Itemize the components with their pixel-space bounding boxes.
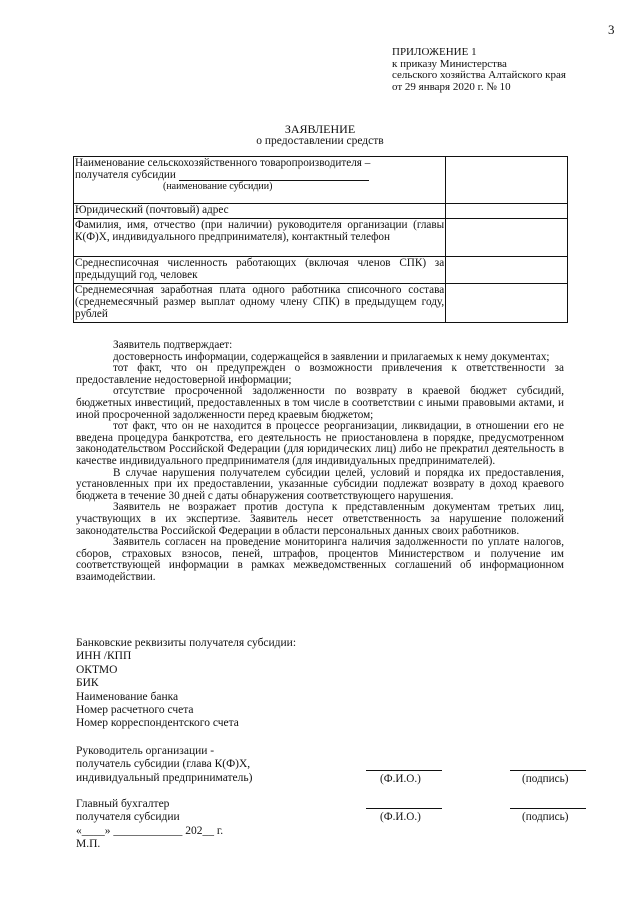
appendix-header: [392, 47, 566, 93]
signer-title: Главный бухгалтер: [76, 798, 170, 810]
bank-field: ИНН /КПП: [76, 650, 132, 663]
signature-line[interactable]: [510, 770, 586, 771]
paragraph: В случае нарушения получателем субсидии целей, условий и порядка их предоставления, установленных при их предоставлении, указанные субсидии подлежат возврату в доход краевого бюджета в течение 30 дней с даты обнаружения соответствующего нарушения.: [76, 466, 564, 502]
paragraph: Заявитель подтверждает:: [113, 339, 233, 351]
bank-details: [76, 637, 296, 731]
row-label: Среднесписочная численность работающих (включая членов СПК) за предыдущий год, человек: [74, 257, 446, 284]
table-row: [74, 157, 568, 204]
subsidy-name-line[interactable]: [179, 170, 369, 181]
appendix-line: ПРИЛОЖЕНИЕ 1: [392, 46, 477, 58]
row-value-cell[interactable]: [446, 204, 568, 219]
table-row: [74, 219, 568, 257]
appendix-line: сельского хозяйства Алтайского края: [392, 69, 566, 81]
bank-field: Номер корреспондентского счета: [76, 717, 239, 730]
row-value-cell[interactable]: [446, 219, 568, 257]
appendix-line: от 29 января 2020 г. № 10: [392, 80, 511, 93]
fio-line[interactable]: [366, 770, 442, 771]
signer-title: Руководитель организации -: [76, 745, 215, 757]
bank-field: Наименование банка: [76, 690, 179, 703]
fio-line[interactable]: [366, 808, 442, 809]
signer-title: получатель субсидии (глава К(Ф)Х,: [76, 758, 251, 771]
row-label: [74, 157, 446, 204]
table-row: [74, 284, 568, 323]
paragraph: отсутствие просроченной задолженности по возврату в краевой бюджет субсидий, бюджетных инвестиций, предоставленных в том числе в соответствии с иными правовыми актами, и иной просроченной задолженности перед краевым бюджетом;: [76, 385, 564, 421]
row-label-text: получателя субсидии: [75, 169, 176, 181]
fio-caption: (Ф.И.О.): [380, 811, 421, 823]
row-value-cell[interactable]: [446, 157, 568, 204]
signer-title: получателя субсидии: [76, 811, 180, 824]
row-label-text: Наименование сельскохозяйственного товаропроизводителя –: [75, 157, 371, 169]
page-number: 3: [608, 22, 615, 37]
application-form-table: [73, 156, 568, 323]
bank-field: ОКТМО: [76, 663, 118, 676]
accountant-signature-block: [76, 798, 223, 852]
confirmation-text: [76, 340, 564, 583]
row-label: Среднемесячная заработная плата одного работника списочного состава (среднемесячный размер выплат одному члену СПК) в предыдущем году, рублей: [74, 284, 446, 323]
row-label: Юридический (почтовый) адрес: [74, 204, 446, 219]
signature-caption: (подпись): [522, 773, 569, 785]
document-title: ЗАЯВЛЕНИЕ: [284, 122, 356, 136]
row-value-cell[interactable]: [446, 257, 568, 284]
bank-heading: Банковские реквизиты получателя субсидии:: [76, 637, 297, 649]
bank-field: БИК: [76, 677, 99, 690]
row-label: Фамилия, имя, отчество (при наличии) руководителя организации (главы К(Ф)Х, индивидуального предпринимателя), контактный телефон: [74, 219, 446, 257]
field-caption: (наименование субсидии): [163, 181, 273, 192]
paragraph: Заявитель согласен на проведение мониторинга наличия задолженности по уплате налогов, сборов, страховых взносов, пеней, штрафов, процентов Министерством и получение им соответствующей информации в рамках межведомственных соглашений об информационном взаимодействии.: [76, 536, 564, 583]
table-row: [74, 257, 568, 284]
stamp-label: М.П.: [76, 838, 101, 851]
appendix-line: к приказу Министерства: [392, 57, 507, 70]
paragraph: достоверность информации, содержащейся в заявлении и прилагаемых к нему документах;: [113, 350, 550, 363]
bank-field: Номер расчетного счета: [76, 704, 194, 717]
head-signature-block: [76, 745, 252, 785]
paragraph: тот факт, что он предупрежден о возможности привлечения к ответственности за предоставление недостоверной информации;: [76, 362, 564, 386]
document-subtitle: о предоставлении средств: [256, 135, 384, 147]
row-value-cell[interactable]: [446, 284, 568, 323]
date-line[interactable]: «____» ____________ 202__ г.: [76, 824, 224, 837]
signature-caption: (подпись): [522, 811, 569, 823]
signer-title: индивидуальный предприниматель): [76, 771, 253, 784]
paragraph: тот факт, что он не находится в процессе реорганизации, ликвидации, в отношении его не введена процедура банкротства, его деятельность не приостановлена в порядке, предусмотренном законодательством Российской Федерации (для юридических лиц) либо не прекратил деятельность в качестве индивидуального предпринимателя (для индивидуальных предпринимателей).: [76, 420, 564, 467]
table-row: [74, 204, 568, 219]
signature-line[interactable]: [510, 808, 586, 809]
fio-caption: (Ф.И.О.): [380, 773, 421, 785]
paragraph: Заявитель не возражает против доступа к представленным документам третьих лиц, участвующих в их экспертизе. Заявитель несет ответственность за нарушение положений законодательства Российской Федерации в области персональных данных своих работников.: [76, 501, 564, 537]
